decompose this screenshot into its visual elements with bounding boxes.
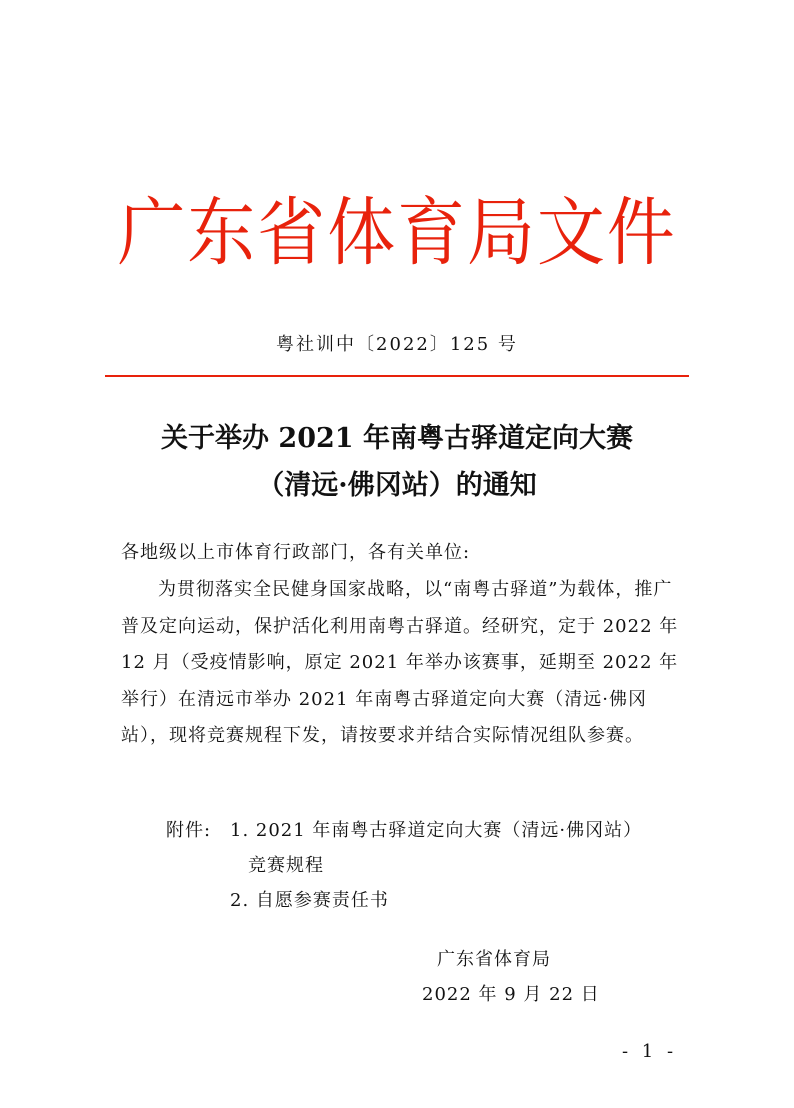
document-number: 粤社训中〔2022〕125 号 <box>276 334 518 355</box>
notice-title-line1: 关于举办 2021 年南粤古驿道定向大赛 <box>161 423 633 454</box>
issuer-name: 广东省体育局 <box>437 949 551 970</box>
attachment-item-2: 2. 自愿参赛责任书 <box>230 890 389 911</box>
notice-title-line2: （清远·佛冈站）的通知 <box>257 470 537 501</box>
issue-date: 2022 年 9 月 22 日 <box>422 984 600 1005</box>
attachment-item-1-line2: 竞赛规程 <box>248 855 324 876</box>
red-divider-line <box>105 375 689 377</box>
body-paragraph: 为贯彻落实全民健身国家战略，以“南粤古驿道”为载体，推广普及定向运动，保护活化利用南粤古驿道。经研究，定于 2022 年 12 月（受疫情影响，原定 2021 年举办该赛事，延期至 2022 年举行）在清远市举办 2021 年南粤古驿道定向大赛（清远·佛冈站），现将竞赛规程下发，请按要求并结合实际情况组队参赛。 <box>121 579 679 746</box>
masthead-title: 广东省体育局文件 <box>117 190 677 276</box>
page-number: - 1 - <box>622 1041 678 1062</box>
attachment-item-1-line1: 1. 2021 年南粤古驿道定向大赛（清远·佛冈站） <box>230 820 643 841</box>
attachment-label: 附件: <box>166 820 212 841</box>
salutation: 各地级以上市体育行政部门，各有关单位: <box>121 542 471 563</box>
